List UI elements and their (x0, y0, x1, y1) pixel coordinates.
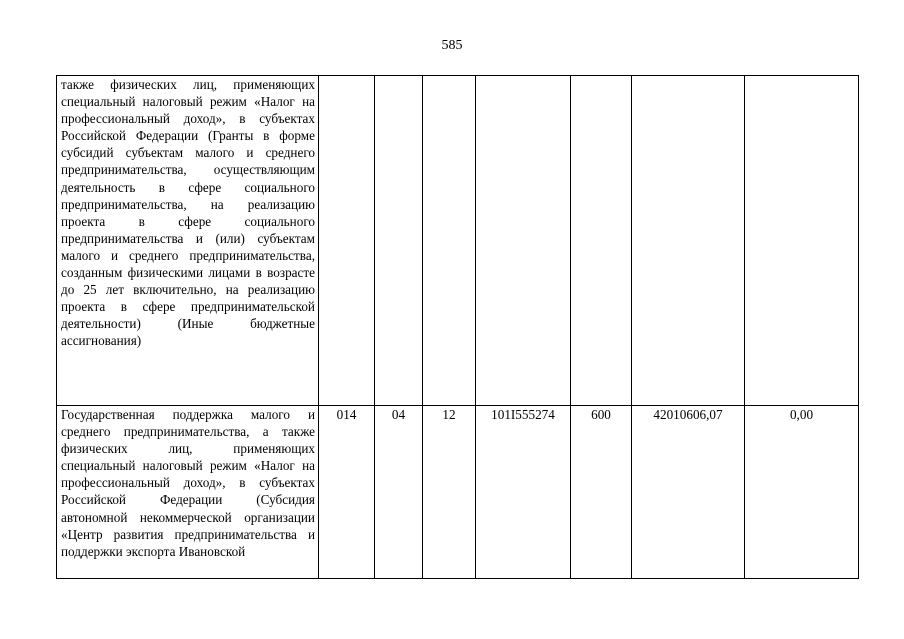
page-number: 585 (441, 38, 463, 53)
amount-2-cell (745, 76, 859, 406)
table-row (57, 76, 859, 406)
target-article-cell (476, 76, 571, 406)
ministry-code-cell (319, 76, 375, 406)
subsection-code-cell (423, 76, 476, 406)
section-code-cell (375, 76, 423, 406)
amount-1-cell (632, 76, 745, 406)
ministry-code-cell: 014 (319, 406, 375, 579)
expense-type-cell: 600 (571, 406, 632, 579)
section-code-cell: 04 (375, 406, 423, 579)
budget-table (56, 75, 859, 579)
amount-2-cell: 0,00 (745, 406, 859, 579)
description-cell: Государственная поддержка малого и среднего предпринимательства, а также физических лиц, применяющих специальный налоговый режим «Налог на профессиональный доход», в субъектах Российской Федерации (Субсидия автономной некоммерческой организации «Центр развития предпринимательства и поддержки экспорта Ивановской (57, 406, 319, 579)
table-row (57, 406, 859, 579)
subsection-code-cell: 12 (423, 406, 476, 579)
description-cell: также физических лиц, применяющих специальный налоговый режим «Налог на профессиональный доход», в субъектах Российской Федерации (Гранты в форме субсидий субъектам малого и среднего предпринимательства, осуществляющим деятельность в сфере социального предпринимательства, на реализацию проекта в сфере социального предпринимательства и (или) субъектам малого и среднего предпринимательства, созданным физическими лицами в возрасте до 25 лет включительно, на реализацию проекта в сфере предпринимательской деятельности) (Иные бюджетные ассигнования) (57, 76, 319, 406)
amount-1-cell: 42010606,07 (632, 406, 745, 579)
target-article-cell: 101I555274 (476, 406, 571, 579)
expense-type-cell (571, 76, 632, 406)
